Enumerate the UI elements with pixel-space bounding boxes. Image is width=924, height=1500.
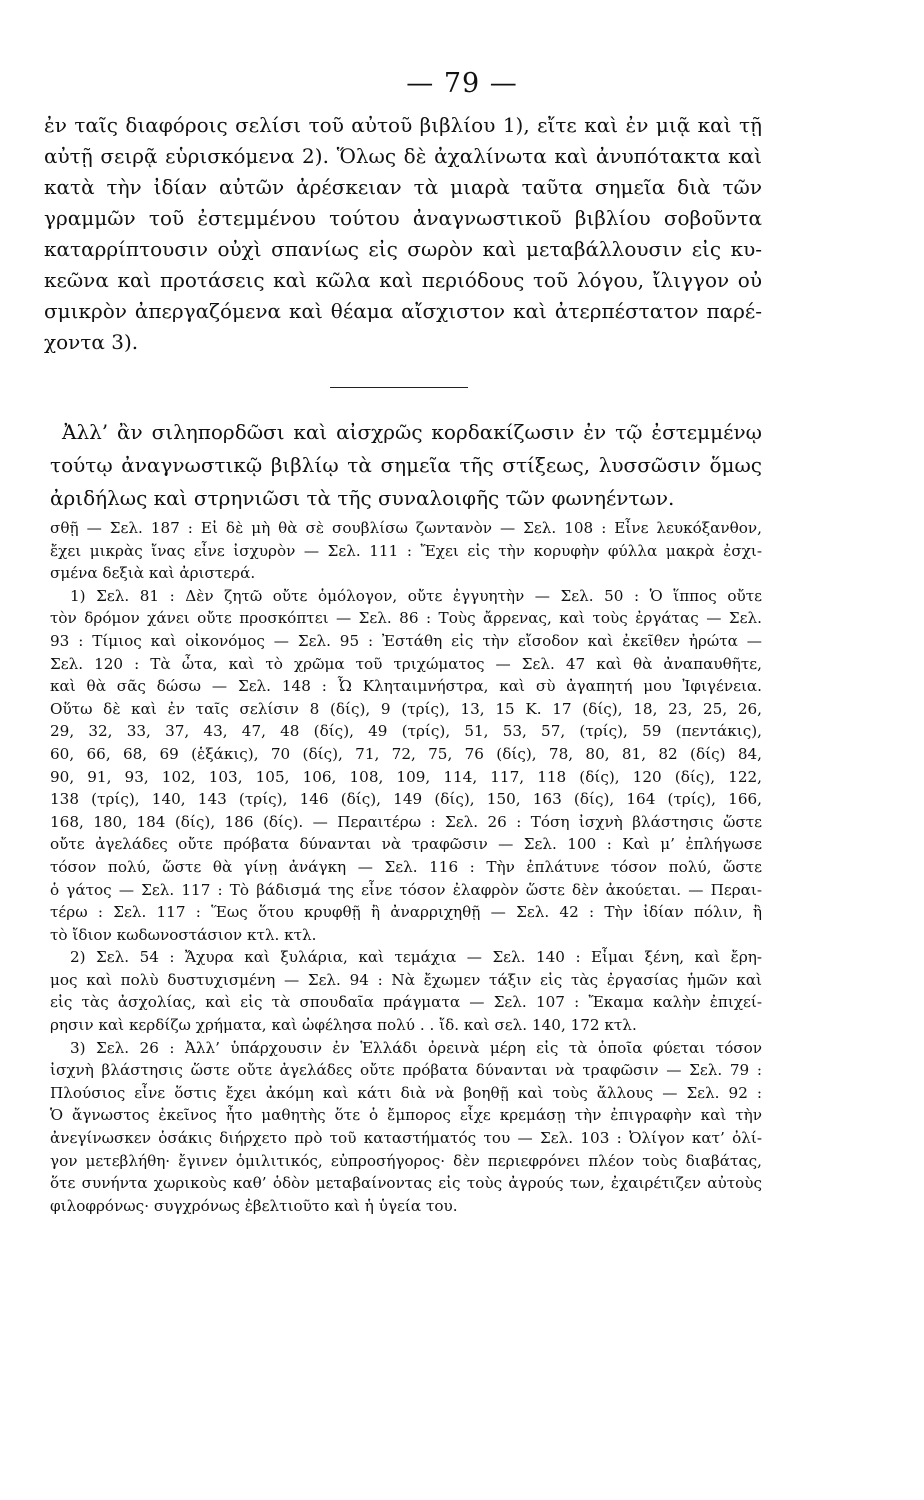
text-line: τούτῳ ἀναγνωστικῷ βιβλίῳ τὰ σημεῖα τῆς στίξεως, λυσσῶσιν ὅμως [50, 453, 762, 477]
footnote-line: μος καὶ πολὺ δυστυχισμένη — Σελ. 94 : Νὰ ἔχωμεν τάξιν εἰς τὰς ἐργασίας ἡμῶν καὶ [50, 970, 762, 989]
footnote-line: ρησιν καὶ κερδίζω χρήματα, καὶ ὠφέλησα πολύ . . ἴδ. καὶ σελ. 140, 172 κτλ. [50, 1016, 637, 1035]
footnotes [50, 517, 762, 1217]
footnote-line: τέρω : Σελ. 117 : Ἕως ὅτου κρυφθῇ ἢ ἀναρριχηθῇ — Σελ. 42 : Τὴν ἰδίαν πόλιν, ἢ [50, 903, 762, 922]
footnote-line: Πλούσιος εἶνε ὅστις ἔχει ἀκόμη καὶ κάτι διὰ νὰ βοηθῇ καὶ τοὺς ἄλλους — Σελ. 92 : [50, 1083, 762, 1102]
footnote-line: καὶ θὰ σᾶς δώσω — Σελ. 148 : Ὦ Κληταιμνήστρα, καὶ σὺ ἀγαπητή μου Ἰφιγένεια. [50, 677, 762, 696]
footnote-line: 138 (τρίς), 140, 143 (τρίς), 146 (δίς), 149 (δίς), 150, 163 (δίς), 164 (τρίς), 166, [50, 790, 762, 809]
text-line: ἐν ταῖς διαφόροις σελίσι τοῦ αὐτοῦ βιβλίου 1), εἴτε καὶ ἐν μιᾷ καὶ τῇ [44, 113, 762, 137]
footnote-line: 93 : Τίμιος καὶ οἰκονόμος — Σελ. 95 : Ἐστάθη εἰς τὴν εἴσοδον καὶ ἐκεῖθεν ἠρώτα — [50, 631, 762, 650]
footnote-line: 1) Σελ. 81 : Δὲν ζητῶ οὔτε ὁμόλογον, οὔτε ἐγγυητὴν — Σελ. 50 : Ὁ ἵππος οὔτε [70, 586, 762, 605]
footnote-line: 3) Σελ. 26 : Ἀλλ’ ὑπάρχουσιν ἐν Ἑλλάδι ὀρεινὰ μέρη εἰς τὰ ὁποῖα φύεται τόσον [70, 1038, 762, 1057]
footnote-line: εἰς τὰς ἀσχολίας, καὶ εἰς τὰ σπουδαῖα πράγματα — Σελ. 107 : Ἔκαμα καλὴν ἐπιχεί- [50, 993, 762, 1012]
section-divider [330, 387, 468, 388]
text-line: ἀριδήλως καὶ στρηνιῶσι τὰ τῆς συναλοιφῆς τῶν φωνηέντων. [50, 486, 675, 510]
footnote-line: οὔτε ἀγελάδες οὔτε πρόβατα δύνανται νὰ τραφῶσιν — Σελ. 100 : Καὶ μ’ ἐπλήγωσε [50, 835, 762, 854]
footnote-line: τόσον πολύ, ὥστε θὰ γίνῃ ἀνάγκη — Σελ. 116 : Τὴν ἐπλάτυνε τόσον πολύ, ὥστε [50, 857, 762, 876]
footnote-line: ἰσχνὴ βλάστησις ὥστε οὔτε ἀγελάδες οὔτε πρόβατα δύνανται νὰ τραφῶσιν — Σελ. 79 : [50, 1061, 762, 1080]
footnote-line: ὅτε συνήντα χωρικοὺς καθ’ ὁδὸν μεταβαίνοντας εἰς τοὺς ἀγρούς των, ἐχαιρέτιζεν αὐτοὺς [50, 1174, 762, 1193]
text-line: Ἀλλ’ ἂν σιληπορδῶσι καὶ αἰσχρῶς κορδακίζωσιν ἐν τῷ ἐστεμμένῳ [62, 420, 762, 444]
footnote-line: 168, 180, 184 (δίς), 186 (δίς). — Περαιτέρω : Σελ. 26 : Τόση ἰσχνὴ βλάστησις ὥστε [50, 812, 762, 831]
footnote-line: ἀνεγίνωσκεν ὁσάκις διήρχετο πρὸ τοῦ καταστήματός του — Σελ. 103 : Ὀλίγον κατ’ ὀλί- [50, 1129, 762, 1148]
text-line: σμικρὸν ἀπεργαζόμενα καὶ θέαμα αἴσχιστον καὶ ἀτερπέστατον παρέ- [44, 299, 762, 323]
footnote-line: 2) Σελ. 54 : Ἄχυρα καὶ ξυλάρια, καὶ τεμάχια — Σελ. 140 : Εἶμαι ξένη, καὶ ἔρη- [70, 948, 762, 967]
footnote-line: φιλοφρόνως· συγχρόνως ἐβελτιοῦτο καὶ ἡ ὑγεία του. [50, 1196, 458, 1215]
footnote-line: σθῇ — Σελ. 187 : Εἰ δὲ μὴ θὰ σὲ σουβλίσω ζωντανὸν — Σελ. 108 : Εἶνε λευκόξανθον, [50, 519, 762, 537]
second-paragraph [50, 416, 762, 515]
text-line: χοντα 3). [44, 330, 139, 354]
text-line: κατὰ τὴν ἰδίαν αὐτῶν ἀρέσκειαν τὰ μιαρὰ ταῦτα σημεῖα διὰ τῶν [44, 175, 762, 199]
page-number: — 79 — [406, 68, 518, 99]
footnote-line: τὸ ἴδιον κωδωνοστάσιον κτλ. κτλ. [50, 925, 317, 944]
text-line: αὐτῇ σειρᾷ εὑρισκόμενα 2). Ὅλως δὲ ἀχαλίνωτα καὶ ἀνυπότακτα καὶ [44, 144, 762, 168]
main-paragraph [44, 110, 762, 358]
text-line: καταρρίπτουσιν οὐχὶ σπανίως εἰς σωρὸν καὶ μεταβάλλουσιν εἰς κυ- [44, 237, 762, 261]
footnote-line: Ὁ ἄγνωστος ἐκεῖνος ἦτο μαθητὴς ὅτε ὁ ἔμπορος εἶχε κρεμάσῃ τὴν ἐπιγραφὴν καὶ τὴν [50, 1106, 762, 1125]
footnote-line: 60, 66, 68, 69 (ἑξάκις), 70 (δίς), 71, 72, 75, 76 (δίς), 78, 80, 81, 82 (δίς) 84, [50, 744, 762, 763]
text-line: κεῶνα καὶ προτάσεις καὶ κῶλα καὶ περιόδους τοῦ λόγου, ἴλιγγον οὐ [44, 268, 762, 292]
footnote-line: Σελ. 120 : Τὰ ὦτα, καὶ τὸ χρῶμα τοῦ τριχώματος — Σελ. 47 καὶ θὰ ἀναπαυθῆτε, [50, 654, 762, 673]
footnote-line: γον μετεβλήθη· ἔγινεν ὁμιλιτικός, εὐπροσήγορος· δὲν περιεφρόνει πλέον τοὺς διαβάτας, [50, 1151, 762, 1170]
footnote-line: τὸν δρόμον χάνει οὔτε προσκόπτει — Σελ. 86 : Τοὺς ἄρρενας, καὶ τοὺς ἐργάτας — Σελ. [50, 609, 762, 628]
footnote-line: Οὕτω δὲ καὶ ἐν ταῖς σελίσιν 8 (δίς), 9 (τρίς), 13, 15 Κ. 17 (δίς), 18, 23, 25, 26, [50, 699, 762, 718]
footnote-line: ὁ γάτος — Σελ. 117 : Τὸ βάδισμά της εἶνε τόσον ἐλαφρὸν ὥστε δὲν ἀκούεται. — Περαι- [50, 880, 762, 899]
footnote-line: 90, 91, 93, 102, 103, 105, 106, 108, 109, 114, 117, 118 (δίς), 120 (δίς), 122, [50, 767, 762, 786]
footnote-line: σμένα δεξιὰ καὶ ἀριστερά. [50, 564, 256, 583]
footnote-line: 29, 32, 33, 37, 43, 47, 48 (δίς), 49 (τρίς), 51, 53, 57, (τρίς), 59 (πεντάκις), [50, 722, 762, 741]
footnote-line: ἔχει μικρὰς ἴνας εἶνε ἰσχυρὸν — Σελ. 111 : Ἔχει εἰς τὴν κορυφὴν φύλλα μακρὰ ἐσχι- [50, 541, 762, 560]
text-line: γραμμῶν τοῦ ἐστεμμένου τούτου ἀναγνωστικοῦ βιβλίου σοβοῦντα [44, 206, 762, 230]
